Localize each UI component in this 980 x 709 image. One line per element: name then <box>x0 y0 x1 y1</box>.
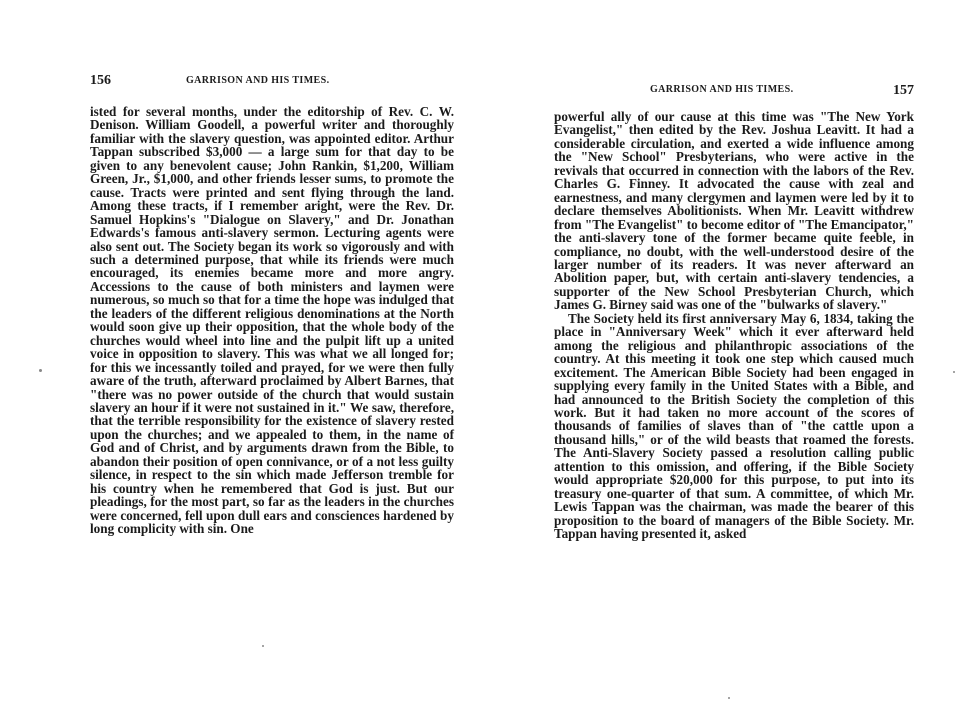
left-paragraph-1: isted for several months, under the editorship of Rev. C. W. Denison. William Goodell, a powerful writer and thoroughly familiar with the slavery question, was appointed editor. Arthur Tappan subscribed $3,000 — a large sum for that day to be given to any benevolent cause; John Rankin, $1,200, William Green, Jr., $1,000, and other friends lesser sums, to promote the cause. Tracts were printed and sent flying through the land. Among these tracts, if I remember aright, were the Rev. Dr. Samuel Hopkins's "Dialogue on Slavery," and Dr. Jonathan Edwards's famous anti-slavery sermon. Lecturing agents were also sent out. The Society began its work so vigorously and with such a determined purpose, that while its friends were much encouraged, its enemies became more and more angry. Accessions to the cause of both ministers and laymen were numerous, so much so that for a time the hope was indulged that the leaders of the different religious denominations at the North would soon give up their opposition, that the whole body of the churches would wheel into line and the pulpit lift up a united voice in opposition to slavery. This was what we all longed for; for this we incessantly toiled and prayed, for we were then fully aware of the truth, afterward proclaimed by Albert Barnes, that "there was no power outside of the church that would sustain slavery an hour if it were not sustained in it." We saw, therefore, that the terrible responsibility for the existence of slavery rested upon the churches; and we appealed to them, in the name of God and of Christ, and by arguments drawn from the Bible, to abandon their position of open connivance, or of a not less guilty silence, in respect to the sin which made Jefferson tremble for his country when he remembered that God is just. But our pleadings, for the most part, so far as the leaders in the churches were concerned, fell upon dull ears and consciences hardened by long complicity with sin. One <box>90 104 454 537</box>
left-page-number: 156 <box>90 73 111 88</box>
right-running-head: GARRISON AND HIS TIMES. <box>650 84 794 95</box>
right-page-body <box>554 110 914 541</box>
left-page-body <box>90 105 454 536</box>
right-page-number: 157 <box>893 83 914 98</box>
scan-speck <box>728 697 730 699</box>
right-page <box>490 0 980 709</box>
scan-speck <box>39 369 42 372</box>
right-paragraph-2: The Society held its first anniversary May 6, 1834, taking the place in "Anniversary Week" which it ever afterward held among the religious and philanthropic associations of the country. At this meeting it took one step which caused much excitement. The American Bible Society had been engaged in supplying every family in the United States with a Bible, and had announced to the British Society the completion of this work. But it had taken no more account of the scores of thousands of families of slaves than of "the cattle upon a thousand hills," or of the wild beasts that roamed the forests. The Anti-Slavery Society passed a resolution calling public attention to this omission, and offering, if the Bible Society would appropriate $20,000 for this purpose, to put into its treasury one-quarter of that sum. A committee, of which Mr. Lewis Tappan was the chairman, was made the bearer of this proposition to the board of managers of the Bible Society. Mr. Tappan having presented it, asked <box>554 310 914 542</box>
right-paragraph-1: powerful ally of our cause at this time was "The New York Evangelist," then edited by the Rev. Joshua Leavitt. It had a considerable circulation, and exerted a wide influence among the "New School" Presbyterians, who were active in the revivals that occurred in connection with the labors of the Rev. Charles G. Finney. It advocated the cause with zeal and earnestness, and many clergymen and laymen were led by it to declare themselves Abolitionists. When Mr. Leavitt withdrew from "The Evangelist" to become editor of "The Emancipator," the anti-slavery tone of the former became quite feeble, in compliance, no doubt, with the well-understood desire of the larger number of its readers. It was never afterward an Abolition paper, but, with certain anti-slavery tendencies, a supporter of the New School Presbyterian Church, which James G. Birney said was one of the "bulwarks of slavery." <box>554 109 914 313</box>
left-running-head: GARRISON AND HIS TIMES. <box>186 75 330 86</box>
scan-speck <box>953 371 955 373</box>
scan-speck <box>262 645 264 647</box>
